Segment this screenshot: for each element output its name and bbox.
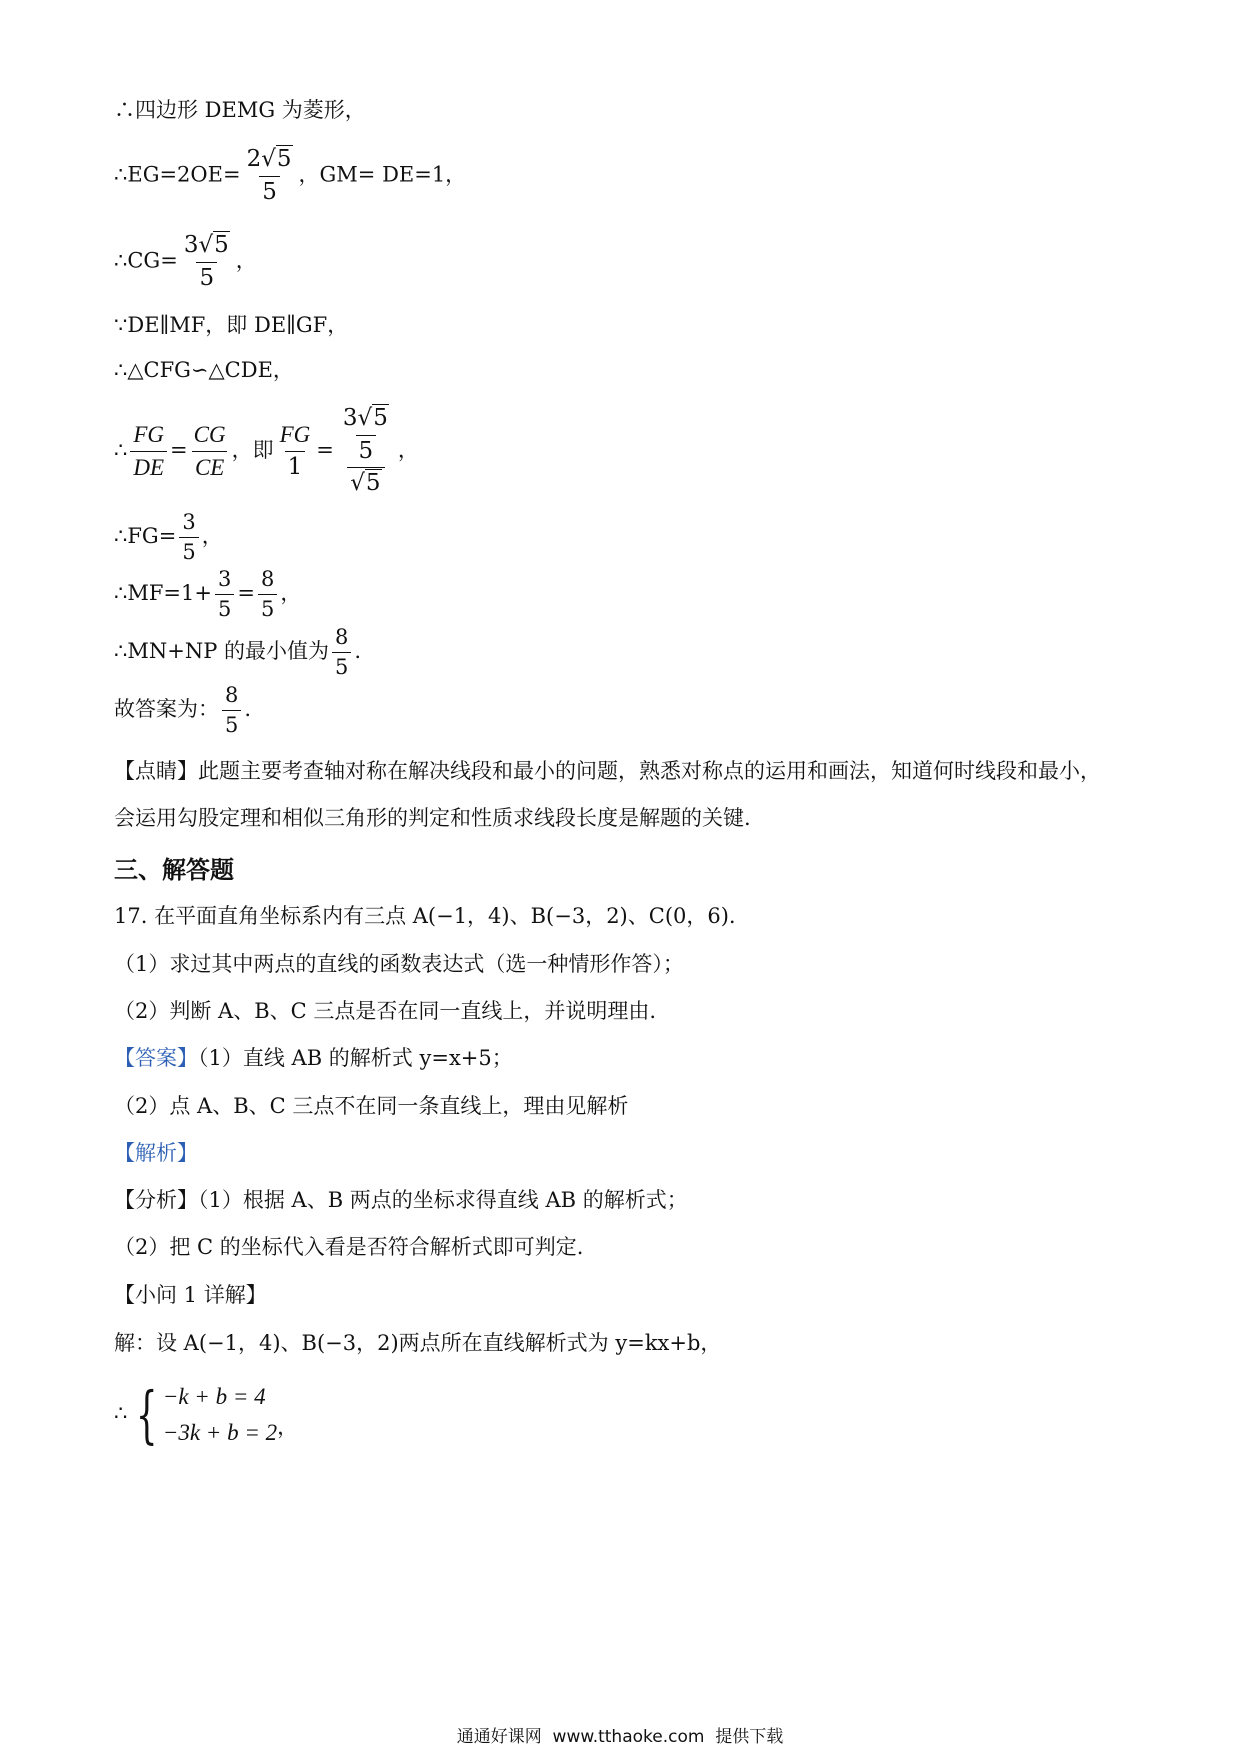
sol-line-fg — [114, 510, 223, 565]
section-heading: 三、解答题 — [114, 856, 234, 884]
answer-1-text: （1）直线 AB 的解析式 y=x+5； — [198, 1046, 513, 1070]
compound-radicand: 5 — [373, 405, 388, 431]
left-brace-icon: { — [136, 1377, 158, 1451]
fg-den: 5 — [179, 537, 198, 565]
q17-part1: （1）求过其中两点的直线的函数表达式（选一种情形作答）； — [114, 952, 684, 976]
q17-answer-1 — [114, 1046, 513, 1071]
mf-fraction-2 — [258, 567, 277, 622]
mf-f2-den: 5 — [258, 594, 277, 622]
sub1-tag: 【小问 1 详解】 — [114, 1283, 267, 1307]
footer-url[interactable]: www.tthaoke.com — [552, 1727, 705, 1747]
compound-den-radicand: 5 — [365, 470, 381, 497]
fg-1-num: FG — [279, 422, 311, 448]
sol-intro: 解：设 A(−1，4)、B(−3，2)两点所在直线解析式为 y=kx+b， — [114, 1331, 722, 1355]
sol-line-cg — [114, 232, 257, 292]
fg-de-den: DE — [130, 451, 167, 482]
sol-line-answer — [114, 683, 251, 738]
sol-line-similar: ∴△CFG∽△CDE， — [114, 358, 294, 382]
sol-line-eg — [114, 146, 466, 206]
cg-prefix: ∴CG= — [114, 248, 178, 273]
fg-1-den: 1 — [285, 451, 306, 482]
system-suffix: ， — [277, 1415, 299, 1440]
cg-suffix: ， — [235, 248, 257, 273]
sol-line-min — [114, 625, 361, 680]
cg-ce-den: CE — [192, 451, 227, 482]
analysis-tag: 【解析】 — [114, 1141, 198, 1165]
compound-coef: 3 — [342, 405, 358, 431]
cg-ce-num: CG — [193, 422, 226, 448]
min-fraction — [332, 625, 351, 680]
proportion-therefore: ∴ — [114, 437, 128, 462]
mf-f1-num: 3 — [218, 567, 232, 591]
comment-line-2: 会运用勾股定理和相似三角形的判定和性质求线段长度是解题的关键. — [114, 806, 751, 830]
fg-suffix: ， — [201, 524, 223, 549]
compound-inner-den: 5 — [356, 435, 377, 466]
fg-num: 3 — [182, 510, 196, 534]
fg-prefix: ∴FG= — [114, 524, 177, 549]
footer-site-name: 通通好课网 — [456, 1727, 542, 1747]
proportion-eq2: = — [316, 437, 334, 462]
mf-f1-den: 5 — [215, 594, 234, 622]
fg-fraction — [179, 510, 198, 565]
mf-eq: = — [237, 581, 255, 606]
answer-den: 5 — [222, 710, 241, 738]
system-eq-1: −k + b = 4 — [162, 1384, 266, 1409]
cg-denominator: 5 — [196, 262, 217, 293]
equation-system — [114, 1379, 298, 1450]
fg-de-fraction — [130, 421, 167, 481]
eg-suffix: ，GM= DE=1， — [298, 162, 467, 187]
answer-num: 8 — [225, 683, 239, 707]
eg-coef: 2 — [246, 146, 262, 172]
fg-de-num: FG — [133, 422, 165, 448]
answer-prefix: 故答案为： — [114, 697, 219, 722]
q17-answer-2: （2）点 A、B、C 三点不在同一条直线上，理由见解析 — [114, 1094, 629, 1118]
min-prefix: ∴MN+NP 的最小值为 — [114, 639, 330, 664]
system-therefore: ∴ — [114, 1401, 128, 1426]
answer-suffix: . — [244, 697, 252, 722]
footer-suffix: 提供下载 — [715, 1727, 784, 1747]
eg-denominator: 5 — [259, 176, 280, 207]
cg-radicand: 5 — [214, 232, 229, 258]
cg-coef: 3 — [183, 232, 199, 258]
proportion-suffix: ， — [397, 437, 419, 462]
min-num: 8 — [335, 625, 349, 649]
cg-ce-fraction — [191, 421, 229, 481]
mf-suffix: ， — [280, 581, 302, 606]
page-footer — [0, 1722, 1240, 1747]
answer-tag: 【答案】 — [114, 1046, 198, 1070]
mf-prefix: ∴MF=1+ — [114, 581, 212, 606]
eg-fraction: $\frac{2√5}{5}$ — [246, 146, 292, 205]
system-eq-2: −3k + b = 2 — [162, 1419, 278, 1445]
q17-part2: （2）判断 A、B、C 三点是否在同一直线上，并说明理由. — [114, 999, 657, 1023]
sol-line-proportion — [114, 405, 419, 498]
fenxi-line-1: 【分析】（1）根据 A、B 两点的坐标求得直线 AB 的解析式； — [114, 1188, 688, 1212]
answer-fraction — [222, 683, 241, 738]
q17-stem: 17. 在平面直角坐标系内有三点 A(−1，4)、B(−3，2)、C(0，6). — [114, 904, 736, 928]
comment-line-1: 【点睛】此题主要考查轴对称在解决线段和最小的问题，熟悉对称点的运用和画法，知道何时线段和最小， — [114, 759, 1101, 783]
proportion-eq: = — [170, 437, 188, 462]
compound-fraction: $\frac{\frac{3√5}{5}}{√5}$ — [342, 405, 388, 497]
cg-fraction: $\frac{3√5}{5}$ — [183, 232, 229, 291]
eg-radicand: 5 — [276, 146, 292, 172]
min-den: 5 — [332, 652, 351, 680]
fenxi-line-2: （2）把 C 的坐标代入看是否符合解析式即可判定. — [114, 1235, 584, 1259]
eg-prefix: ∴EG=2OE= — [114, 162, 241, 187]
proportion-mid: ，即 — [231, 437, 274, 462]
fg-1-fraction — [277, 421, 314, 481]
system-brace — [127, 1379, 277, 1450]
min-suffix: . — [354, 639, 362, 664]
mf-fraction-1 — [215, 567, 234, 622]
sol-line-mf — [114, 567, 301, 622]
sol-line-rhombus: ∴四边形 DEMG 为菱形， — [114, 98, 366, 122]
sol-line-parallel: ∵DE∥MF，即 DE∥GF， — [114, 313, 349, 337]
mf-f2-num: 8 — [260, 567, 275, 591]
